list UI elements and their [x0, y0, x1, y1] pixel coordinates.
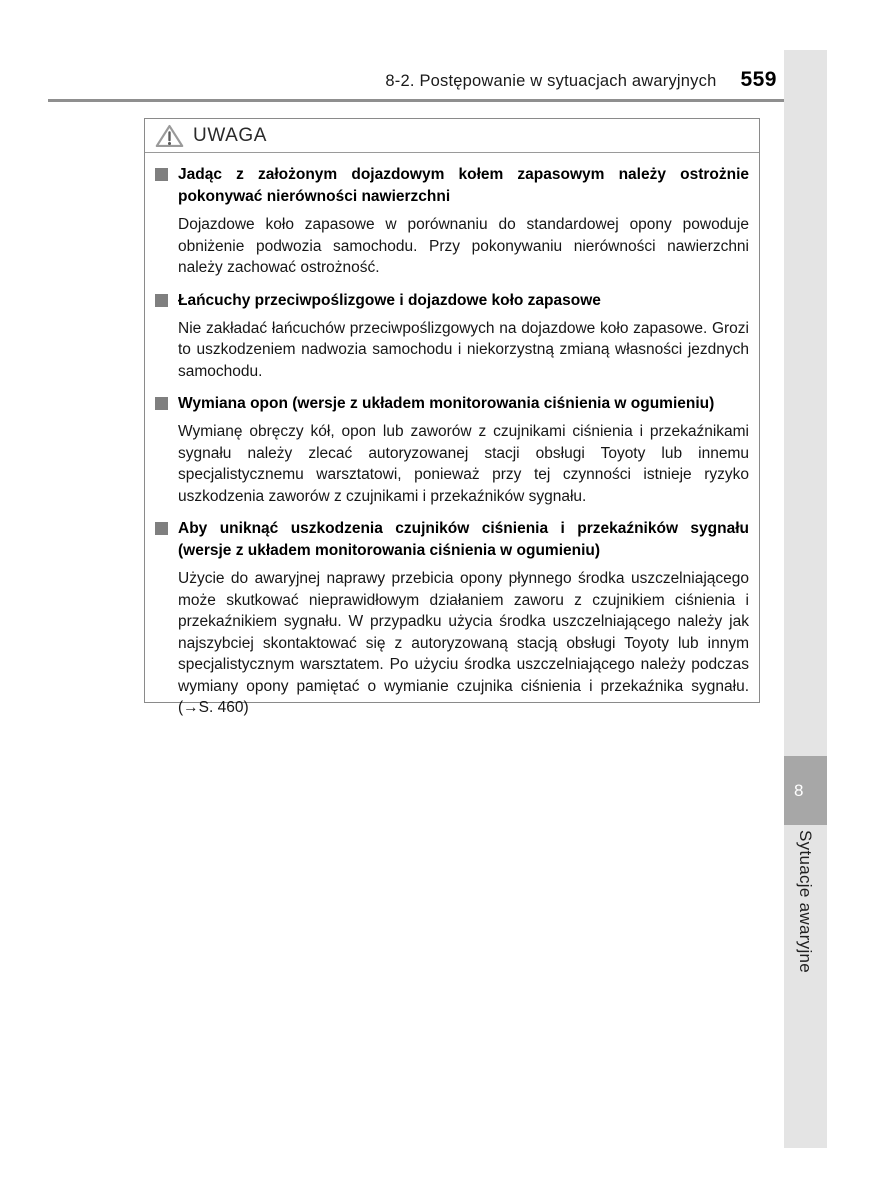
caution-title: UWAGA — [193, 124, 268, 146]
warning-triangle-icon — [155, 123, 184, 149]
bullet-square-icon — [155, 397, 168, 410]
notice-item — [155, 290, 749, 383]
item-body: Użycie do awaryjnej naprawy przebicia opony płynnego środka uszczelniającego może skutkować nieprawidłowym działaniem zaworu z czujnikiem ciśnienia i przekaźnikiem sygnału. W przypadku użycia środka uszczelniającego należy jak najszybciej skontaktować się z autoryzowaną stacją obsługi Toyoty lub innym specjalistycznym warsztatem. Po użyciu środka uszczelniającego należy podczas wymiany opony pamiętać o wymianie czujnika ciśnienia i przekaźnika sygnału. (→S. 460) — [178, 570, 749, 716]
notice-item — [155, 164, 749, 279]
item-heading — [155, 290, 749, 312]
item-heading-text: Aby uniknąć uszkodzenia czujników ciśnienia i przekaźników sygnału (wersje z układem monitorowania ciśnienia w ogumieniu) — [178, 520, 749, 559]
item-heading-text: Jadąc z założonym dojazdowym kołem zapasowym należy ostrożnie pokonywać nierówności nawierzchni — [178, 166, 749, 205]
notice-item — [155, 393, 749, 507]
caution-box — [144, 118, 760, 716]
caution-box-body — [145, 153, 759, 719]
bullet-square-icon — [155, 168, 168, 181]
item-heading — [155, 164, 749, 208]
bullet-square-icon — [155, 522, 168, 535]
caution-box-header — [145, 119, 759, 153]
item-body: Nie zakładać łańcuchów przeciwpoślizgowych na dojazdowe koło zapasowe. Grozi to uszkodzeniem nadwozia samochodu i niekorzystną zmianą własności jezdnych samochodu. — [178, 319, 749, 380]
item-heading — [155, 393, 749, 415]
header-rule — [48, 99, 827, 102]
chapter-strip — [784, 50, 827, 1148]
chapter-title-vertical: Sytuacje awaryjne — [796, 830, 815, 974]
breadcrumb: 8-2. Postępowanie w sytuacjach awaryjnych — [385, 72, 717, 90]
page-header — [48, 68, 777, 92]
item-heading-text: Łańcuchy przeciwpoślizgowe i dojazdowe koło zapasowe — [178, 291, 601, 309]
item-body: Wymianę obręczy kół, opon lub zaworów z czujnikami ciśnienia i przekaźnikami sygnału należy zlecać autoryzowanej stacji obsługi Toyoty lub innemu specjalistycznemu warsztatowi, ponieważ przy tej czynności istnieje ryzyko uszkodzenia zaworów z czujnikami i przekaźników sygnału. — [178, 423, 749, 505]
chapter-tab — [784, 756, 827, 825]
notice-item — [155, 518, 749, 719]
bullet-square-icon — [155, 294, 168, 307]
chapter-number: 8 — [794, 780, 804, 800]
item-body: Dojazdowe koło zapasowe w porównaniu do standardowej opony powoduje obniżenie podwozia samochodu. Przy pokonywaniu nierówności nawierzchni należy zachować ostrożność. — [178, 216, 749, 276]
item-heading — [155, 518, 749, 562]
item-heading-text: Wymiana opon (wersje z układem monitorowania ciśnienia w ogumieniu) — [178, 395, 715, 412]
page-number: 559 — [740, 68, 777, 91]
